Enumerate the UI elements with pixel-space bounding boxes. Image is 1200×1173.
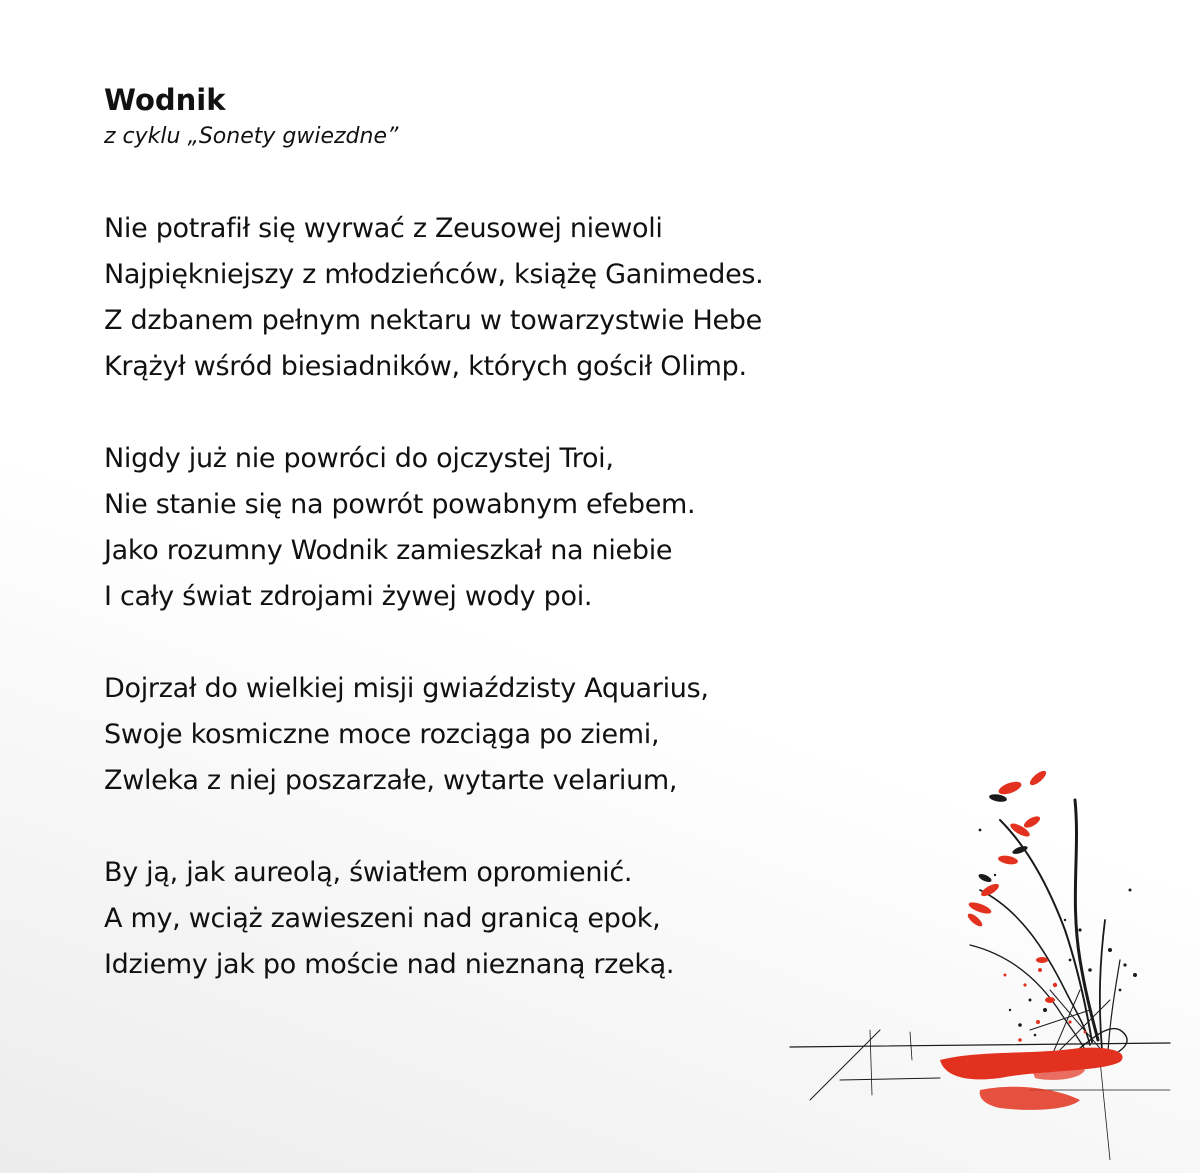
poem-line: By ją, jak aureolą, światłem opromienić.: [104, 857, 633, 888]
poem-line: Z dzbanem pełnym nektaru w towarzystwie Hebe: [104, 305, 762, 336]
poem-line: Nie potrafił się wyrwać z Zeusowej niewoli: [104, 213, 663, 244]
poem-line: I cały świat zdrojami żywej wody poi.: [104, 581, 593, 612]
poem-title: Wodnik: [104, 83, 226, 117]
poem-line: Najpiękniejszy z młodzieńców, książę Ganimedes.: [104, 259, 764, 290]
poem-line: Nie stanie się na powrót powabnym efebem.: [104, 489, 696, 520]
poem-line: Nigdy już nie powróci do ojczystej Troi,: [104, 443, 614, 474]
stanza-2: [104, 436, 1004, 620]
poem-subtitle: z cyklu „Sonety gwiezdne”: [104, 124, 399, 149]
poem-line: Jako rozumny Wodnik zamieszkał na niebie: [104, 535, 673, 566]
poem-line: A my, wciąż zawieszeni nad granicą epok,: [104, 903, 661, 934]
poem-line: Dojrzał do wielkiej misji gwiaździsty Aquarius,: [104, 673, 709, 704]
poem-line: Idziemy jak po moście nad nieznaną rzeką.: [104, 949, 675, 980]
ink-branch-illustration-icon: [780, 760, 1180, 1160]
stanza-1: [104, 206, 1004, 390]
poem-line: Swoje kosmiczne moce rozciąga po ziemi,: [104, 719, 660, 750]
poem-line: Krążył wśród biesiadników, których gościł Olimp.: [104, 351, 747, 382]
poem-line: Zwleka z niej poszarzałe, wytarte velarium,: [104, 765, 678, 796]
